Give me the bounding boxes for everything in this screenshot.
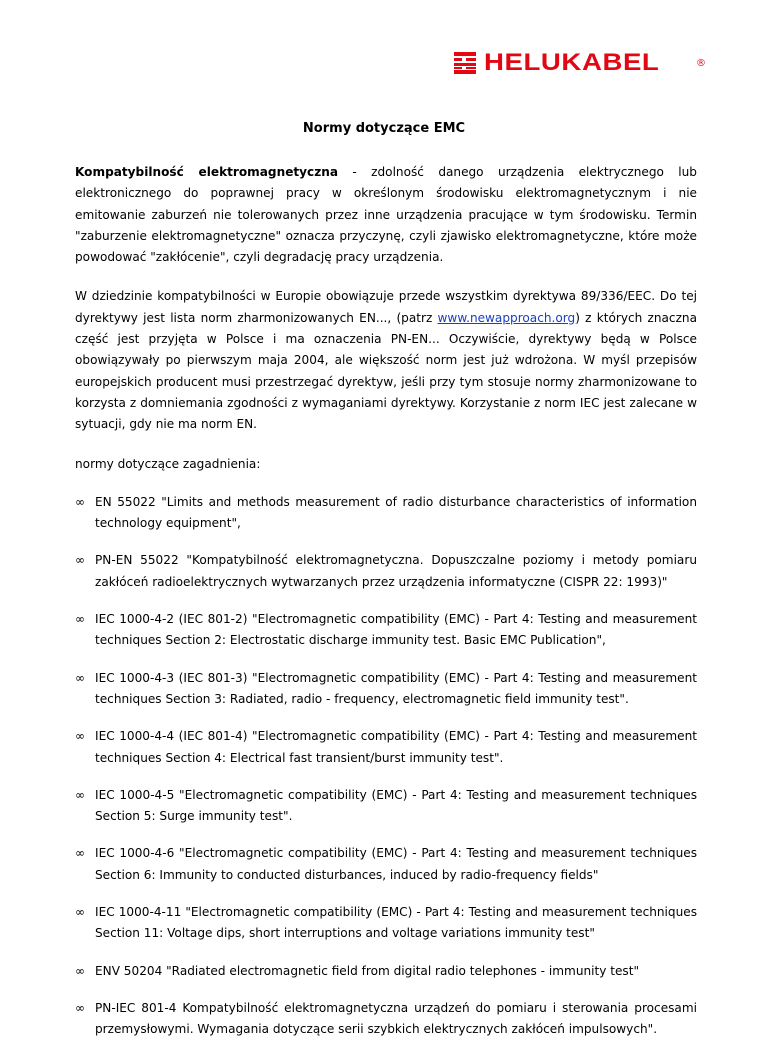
standard-text: IEC 1000-4-11 "Electromagnetic compatibility (EMC) - Part 4: Testing and measurement techniques Section 11: Voltage dips, short interruptions and voltage variations immunity test": [95, 905, 697, 941]
standard-item: [75, 961, 697, 982]
standard-text: PN-EN 55022 "Kompatybilność elektromagnetyczna. Dopuszczalne poziomy i metody pomiaru zakłóceń radioelektrycznych wytwarzanych przez urządzenia informatyczne (CISPR 22: 1993)": [95, 553, 697, 589]
intro-definition: - zdolność danego urządzenia elektrycznego lub elektronicznego do poprawnej pracy w określonym środowisku elektromagnetycznym i nie emitowanie zaburzeń nie tolerowanych przez inne urządzenia pracujące w tym środowisku. Termin "zaburzenie elektromagnetyczne" oznacza przyczynę, czyli zjawisko elektromagnetyczne, które może powodować "zakłócenie", czyli degradację pracy urządzenia.: [75, 165, 697, 265]
intro-term: Kompatybilność elektromagnetyczna: [75, 165, 339, 179]
standard-text: PN-IEC 801-4 Kompatybilność elektromagnetyczna urządzeń do pomiaru i sterowania procesami przemysłowymi. Wymagania dotyczące serii szybkich elektrycznych zakłóceń impulsowych".: [95, 1000, 697, 1037]
standard-text: IEC 1000-4-4 (IEC 801-4) "Electromagnetic compatibility (EMC) - Part 4: Testing and measurement techniques Section 4: Electrical fast transient/burst immunity test".: [95, 729, 697, 765]
standard-item: [75, 492, 697, 535]
standard-item: [75, 998, 697, 1041]
standard-text: IEC 1000-4-2 (IEC 801-2) "Electromagnetic compatibility (EMC) - Part 4: Testing and measurement techniques Section 2: Electrostatic discharge immunity test. Basic EMC Publication",: [95, 612, 697, 648]
standard-item: [75, 550, 697, 593]
standard-text: EN 55022 "Limits and methods measurement of radio disturbance characteristics of information technology equipment",: [95, 494, 697, 531]
bullet-infinity-icon: ∞: [75, 729, 85, 744]
logo-wordmark: HELUKABEL: [484, 49, 660, 76]
bullet-infinity-icon: ∞: [75, 494, 85, 509]
helukabel-logo: [454, 49, 660, 76]
intro-paragraph: [75, 162, 697, 268]
standard-item: [75, 726, 697, 769]
standard-text: IEC 1000-4-3 (IEC 801-3) "Electromagnetic compatibility (EMC) - Part 4: Testing and measurement techniques Section 3: Radiated, radio - frequency, electromagnetic field immunity test".: [95, 670, 697, 706]
bullet-infinity-icon: ∞: [75, 846, 85, 861]
registered-mark: ®: [696, 58, 706, 69]
bullet-infinity-icon: ∞: [75, 612, 85, 627]
directive-text-after: ) z których znaczna część jest przyjęta w Polsce i ma oznaczenia PN-EN... Oczywiście, dyrektywy będą w Polsce obowiązywały po pierwszym maja 2004, ale większość norm jest już wdrożona. W myśl przepisów europejskich producent musi przestrzegać dyrektyw, jeśli przy tym stosuje normy zharmonizowane to korzysta z domniemania zgodności z wymaganiami dyrektywy. Korzystanie z norm IEC jest zalecane w sytuacji, gdy nie ma norm EN.: [75, 310, 697, 432]
directive-paragraph: [75, 286, 697, 435]
standard-text: ENV 50204 "Radiated electromagnetic field from digital radio telephones - immunity test": [95, 963, 640, 978]
standard-item: [75, 785, 697, 828]
standard-item: [75, 668, 697, 711]
standard-item: [75, 843, 697, 886]
standard-text: IEC 1000-4-6 "Electromagnetic compatibility (EMC) - Part 4: Testing and measurement techniques Section 6: Immunity to conducted disturbances, induced by radio-frequency fields": [95, 846, 697, 882]
standard-text: IEC 1000-4-5 "Electromagnetic compatibility (EMC) - Part 4: Testing and measurement techniques Section 5: Surge immunity test".: [95, 787, 697, 824]
bullet-infinity-icon: ∞: [75, 670, 85, 685]
list-intro: normy dotyczące zagadnienia:: [75, 456, 261, 471]
bullet-infinity-icon: ∞: [75, 1000, 85, 1015]
standard-item: [75, 902, 697, 945]
standards-list: [75, 492, 697, 1041]
page-title: Normy dotyczące EMC: [302, 121, 466, 136]
standard-item: [75, 609, 697, 652]
logo-mark-icon: [454, 52, 476, 74]
bullet-infinity-icon: ∞: [75, 553, 85, 568]
bullet-infinity-icon: ∞: [75, 905, 85, 920]
directive-text-before: W dziedzinie kompatybilności w Europie obowiązuje przede wszystkim dyrektywa 89/336/EEC. Do tej dyrektywy jest lista norm zharmonizowanych EN..., (patrz: [75, 289, 697, 325]
document-body: [75, 162, 697, 1057]
newapproach-link[interactable]: www.newapproach.org: [437, 310, 576, 325]
bullet-infinity-icon: ∞: [75, 963, 85, 978]
bullet-infinity-icon: ∞: [75, 787, 85, 802]
